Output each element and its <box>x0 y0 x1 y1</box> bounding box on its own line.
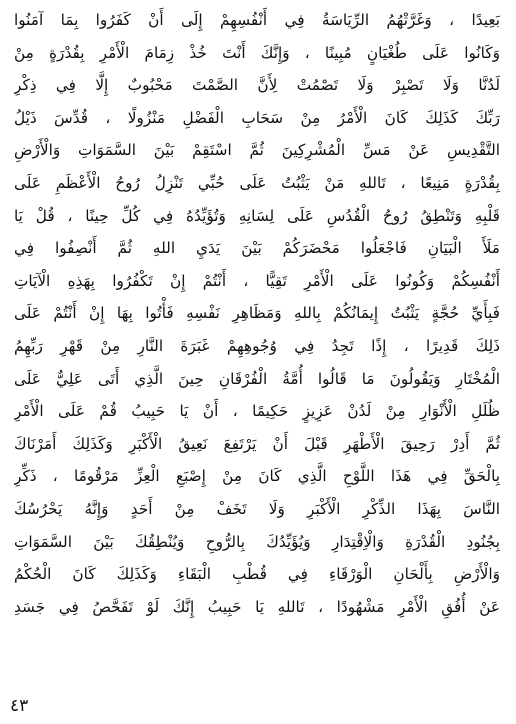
text-line-4: رَبِّكَ كَذَلِكَ كَانَ الْأَمْرُ مِنْ سَحَابِ الْفَضْلِ مَنْزُولًا ، قُدِّسَ ذَيْلُ <box>14 108 500 127</box>
text-line-19: عَنْ أُفُقِ الْأَمْرِ مَشْهُودًا ، تَاللهِ يَا حَبِيبُ إِنَّكَ لَوْ تَفَحَّصُ فِي جَسَدِ <box>14 597 500 616</box>
text-line-6: بِقُدْرَةٍ مَنِيعًا ، تَاللهِ مَنْ يَثْبُتُ عَلَى حُبِّي تَنْزِلُ رُوحُ الْأَعْظَمِ عَلَى <box>14 173 500 192</box>
text-line-16: النَّاسَ بِهَذَا الذِّكْرِ الْأَكْبَرِ وَلَا تَخَفْ مِنْ أَحَدٍ وَإِنَّهُ يَحْرُسُكَ <box>14 499 500 518</box>
text-line-10: فَبِأَيِّ حُجَّةٍ يَثْبُتُ إِيمَانُكُمْ بِاللهِ وَمَظَاهِرِ نَفْسِهِ فَأْتُوا بِهَا إِنْ أَنْتُمْ عَلَى <box>14 304 500 323</box>
text-line-2: وَكَانُوا عَلَى طُغْيَانٍ مُبِينًا ، وَإِنَّكَ أَنْتَ خُذْ زِمَامَ الْأَمْرِ بِقُدْرَةٍ مِنْ <box>14 43 500 62</box>
text-line-13: ظُلَلِ الْأَنْوَارِ مِنْ لَدُنْ عَزِيزٍ حَكِيمًا ، أَنْ يَا حَبِيبُ قُمْ عَلَى الْأَمْرِ <box>14 402 500 421</box>
text-line-3: لَدُنَّا وَلَا تَصْبِرْ وَلَا تَصْمُتْ لِأَنَّ الصَّمْتَ مَحْبُوبٌ إِلَّا فِي ذِكْرِ <box>14 76 500 95</box>
arabic-text-body <box>14 4 500 623</box>
text-line-17: بِجُنُودِ الْقُدْرَةِ وَالْاِقْتِدَارِ وَيُؤَيِّدُكَ بِالرُّوحِ وَيُنْطِقُكَ بَيْنَ السَّمَوَاتِ <box>14 532 500 551</box>
text-line-18: وَالْأَرْضِ بِأَلْحَانِ الْوَرْقَاءِ فِي قُطْبِ الْبَقَاءِ وَكَذَلِكَ كَانَ الْحُكْمُ <box>14 565 500 584</box>
text-line-11: ذَلِكَ قَدِيرًا ، إِذًا تَجِدُ فِي وُجُوهِهِمْ غَبَرَةَ النَّارِ مِنْ قَهْرِ رَبِّهِمُ <box>14 336 500 355</box>
text-line-15: بِالْحَقِّ فِي هَذَا اللَّوْحِ الَّذِي كَانَ مِنْ إِصْبَعِ الْعِزِّ مَرْقُومًا ، ذَكِّرِ <box>14 467 500 486</box>
text-line-1: بَعِيدًا ، وَغَرَّتْهُمُ الرِّيَاسَةُ فِي أَنْفُسِهِمْ إِلَى أَنْ كَفَرُوا بِمَا آمَنُوا <box>14 11 500 29</box>
text-line-9: أَنْفُسِكُمْ وَكُونُوا عَلَى الْأَمْرِ تَقِيًّا ، أَنْتُمْ إِنْ تَكْفُرُوا بِهَذِهِ الْآيَاتِ <box>14 271 500 290</box>
text-line-5: التَّقْدِيسِ عَنْ مَسِّ الْمُشْرِكِينَ ثُمَّ اسْتَقِمْ بَيْنَ السَّمَوَاتِ وَالْأَرْضِ <box>14 141 500 160</box>
text-line-7: قَلْبِهِ وَتَنْطِقُ رُوحُ الْقُدُسِ عَلَى لِسَانِهِ وَتُؤَيِّدُهُ فِي كُلِّ حِينًا ، قُلْ يَا <box>14 206 500 225</box>
text-line-8: مَلَأَ الْبَيَانِ فَاجْعَلُوا مَحْضَرَكُمْ بَيْنَ يَدَيِ اللهِ ثُمَّ أَنْصِفُوا فِي <box>14 239 500 258</box>
text-line-12: الْمُخْتَارِ وَيَقُولُونَ مَا قَالُوا أُمَّةُ الْفُرْقَانِ حِينَ الَّذِي أَتَى عَلِيٌّ عَلَى <box>14 369 500 388</box>
page-number: ٤٣ <box>10 696 29 716</box>
text-line-14: ثُمَّ أَدِرْ رَحِيقَ الْأَطْهَرِ قَبْلَ أَنْ يَرْتَفِعَ نَعِيقُ الْأَكْبَرِ وَكَذَلِكَ أَمَرْنَاكَ <box>14 434 500 453</box>
